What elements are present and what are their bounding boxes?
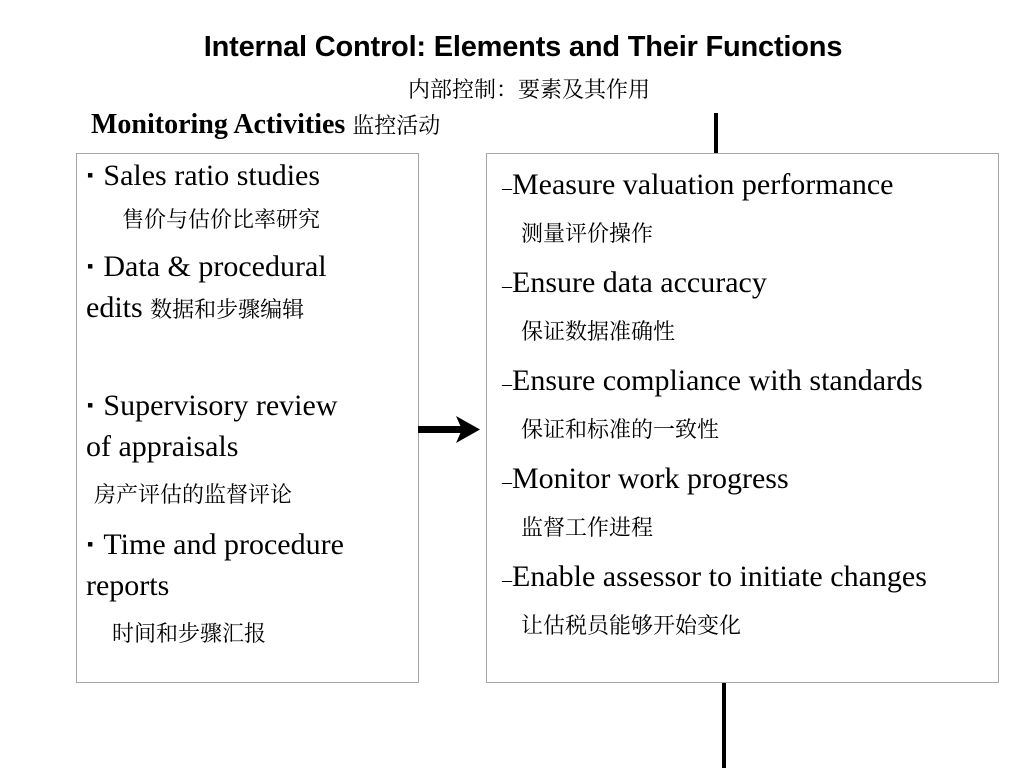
list-item <box>87 388 338 427</box>
item-text: reports <box>86 569 170 602</box>
item-text: Time and procedure <box>103 528 344 561</box>
function-text-chinese: 监督工作进程 <box>521 516 654 541</box>
slide-subtitle-chinese: 内部控制：要素及其作用 <box>407 78 650 103</box>
function-text: Enable assessor to initiate changes <box>512 560 927 593</box>
function-text: Ensure data accuracy <box>512 266 767 299</box>
item-text-chinese: 房产评估的监督评论 <box>94 483 293 508</box>
function-text-chinese: 测量评价操作 <box>521 222 654 247</box>
item-text: edits <box>86 291 143 324</box>
item-text: Sales ratio studies <box>103 159 321 192</box>
connector-line-top <box>714 113 718 153</box>
function-text: Measure valuation performance <box>512 168 894 201</box>
function-text-chinese: 保证和标准的一致性 <box>521 418 720 443</box>
section-heading-chinese: 监控活动 <box>352 114 441 139</box>
function-text: Ensure compliance with standards <box>512 364 923 397</box>
function-item <box>502 363 923 402</box>
item-text: Supervisory review <box>103 389 338 422</box>
item-text-chinese: 数据和步骤编辑 <box>150 298 305 323</box>
section-heading-english: Monitoring Activities <box>91 109 346 140</box>
item-text: Data & procedural <box>103 250 327 283</box>
list-item <box>87 527 344 566</box>
function-text: Monitor work progress <box>512 462 789 495</box>
bullet-icon: ▪ <box>87 165 94 185</box>
list-item <box>87 158 320 197</box>
dash-icon: – <box>502 373 512 395</box>
bullet-icon: ▪ <box>87 395 94 415</box>
dash-icon: – <box>502 275 512 297</box>
bullet-icon: ▪ <box>87 534 94 554</box>
function-item <box>502 167 894 206</box>
function-item <box>502 265 767 304</box>
connector-line-bottom <box>722 683 726 768</box>
activities-box <box>76 153 419 683</box>
item-text-chinese: 售价与估价比率研究 <box>122 208 321 233</box>
functions-box <box>486 153 999 683</box>
dash-icon: – <box>502 177 512 199</box>
section-heading <box>91 107 440 143</box>
function-text-chinese: 保证数据准确性 <box>521 320 676 345</box>
right-arrow-icon <box>418 414 480 444</box>
slide-title: Internal Control: Elements and Their Functions <box>203 31 843 63</box>
item-text-chinese: 时间和步骤汇报 <box>112 622 267 647</box>
list-item <box>87 249 327 288</box>
list-item-continuation <box>86 290 304 326</box>
bullet-icon: ▪ <box>87 256 94 276</box>
item-text: of appraisals <box>86 430 239 463</box>
function-item <box>502 559 927 598</box>
function-text-chinese: 让估税员能够开始变化 <box>521 614 742 639</box>
dash-icon: – <box>502 471 512 493</box>
function-item <box>502 461 789 500</box>
dash-icon: – <box>502 569 512 591</box>
